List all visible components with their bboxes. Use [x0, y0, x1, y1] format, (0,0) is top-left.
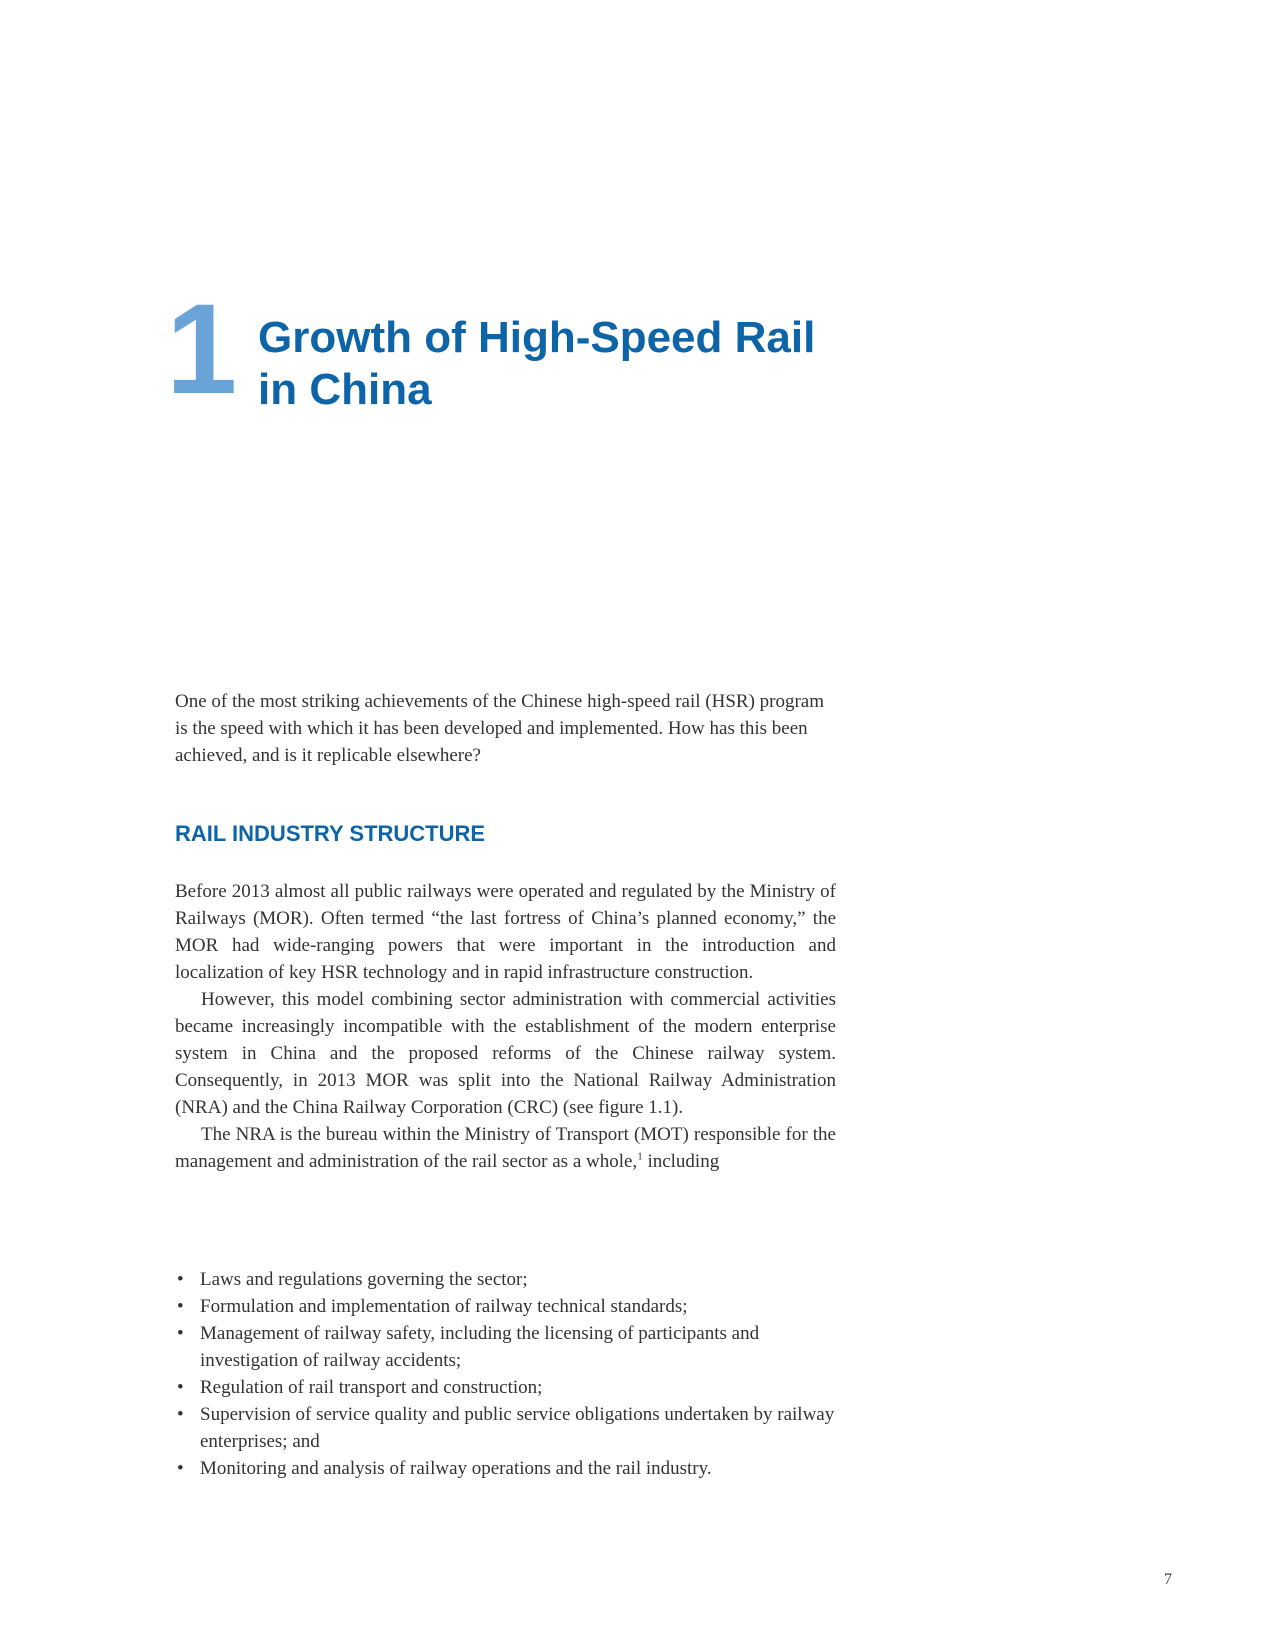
- section-heading: RAIL INDUSTRY STRUCTURE: [175, 821, 486, 846]
- list-item-text: Monitoring and analysis of railway operations and the rail industry.: [200, 1458, 712, 1479]
- bullet-icon: •: [177, 1404, 184, 1425]
- responsibilities-list: [175, 1266, 836, 1482]
- list-item-text: Supervision of service quality and public service obligations undertaken by railway enterprises; and: [200, 1404, 835, 1452]
- list-item: [175, 1266, 836, 1293]
- bullet-icon: •: [177, 1458, 184, 1479]
- body-paragraph-3-text: The NRA is the bureau within the Ministry of Transport (MOT) responsible for the management and administration of the rail sector as a whole,: [175, 1124, 836, 1172]
- body-paragraph-2: However, this model combining sector administration with commercial activities became increasingly incompatible with the establishment of the modern enterprise system in China and the proposed reforms of the Chinese railway system. Consequently, in 2013 MOR was split into the National Railway Administration (NRA) and the China Railway Corporation (CRC) (see figure 1.1).: [175, 989, 836, 1118]
- chapter-title: [258, 312, 858, 416]
- list-item-text: Management of railway safety, including the licensing of participants and investigation of railway accidents;: [200, 1323, 760, 1371]
- bullet-icon: •: [177, 1269, 184, 1290]
- list-item: [175, 1401, 836, 1455]
- chapter-title-line-1: Growth of High-Speed Rail: [258, 313, 816, 362]
- body-paragraph-1: Before 2013 almost all public railways were operated and regulated by the Ministry of Railways (MOR). Often termed “the last fortress of China’s planned economy,” the MOR had wide-ranging powers that were important in the introduction and localization of key HSR technology and in rapid infrastructure construction.: [175, 881, 836, 983]
- list-item: [175, 1320, 836, 1374]
- page-number: 7: [1164, 1571, 1172, 1588]
- bullet-icon: •: [177, 1323, 184, 1344]
- list-item: [175, 1455, 836, 1482]
- section-body: [175, 878, 836, 1175]
- list-item: [175, 1293, 836, 1320]
- chapter-number: 1: [166, 278, 234, 421]
- list-item-text: Formulation and implementation of railway technical standards;: [200, 1296, 688, 1317]
- footnote-reference[interactable]: 1: [637, 1150, 643, 1163]
- intro-paragraph: One of the most striking achievements of the Chinese high-speed rail (HSR) program is the speed with which it has been developed and implemented. How has this been achieved, and is it replicable elsewhere?: [175, 691, 825, 766]
- bullet-icon: •: [177, 1296, 184, 1317]
- chapter-title-line-2: in China: [258, 365, 432, 414]
- list-item-text: Laws and regulations governing the sector;: [200, 1269, 528, 1290]
- body-paragraph-3-tail: including: [647, 1151, 720, 1172]
- body-paragraph-3: [175, 1121, 836, 1175]
- bullet-icon: •: [177, 1377, 184, 1398]
- list-item: [175, 1374, 836, 1401]
- list-item-text: Regulation of rail transport and construction;: [200, 1377, 543, 1398]
